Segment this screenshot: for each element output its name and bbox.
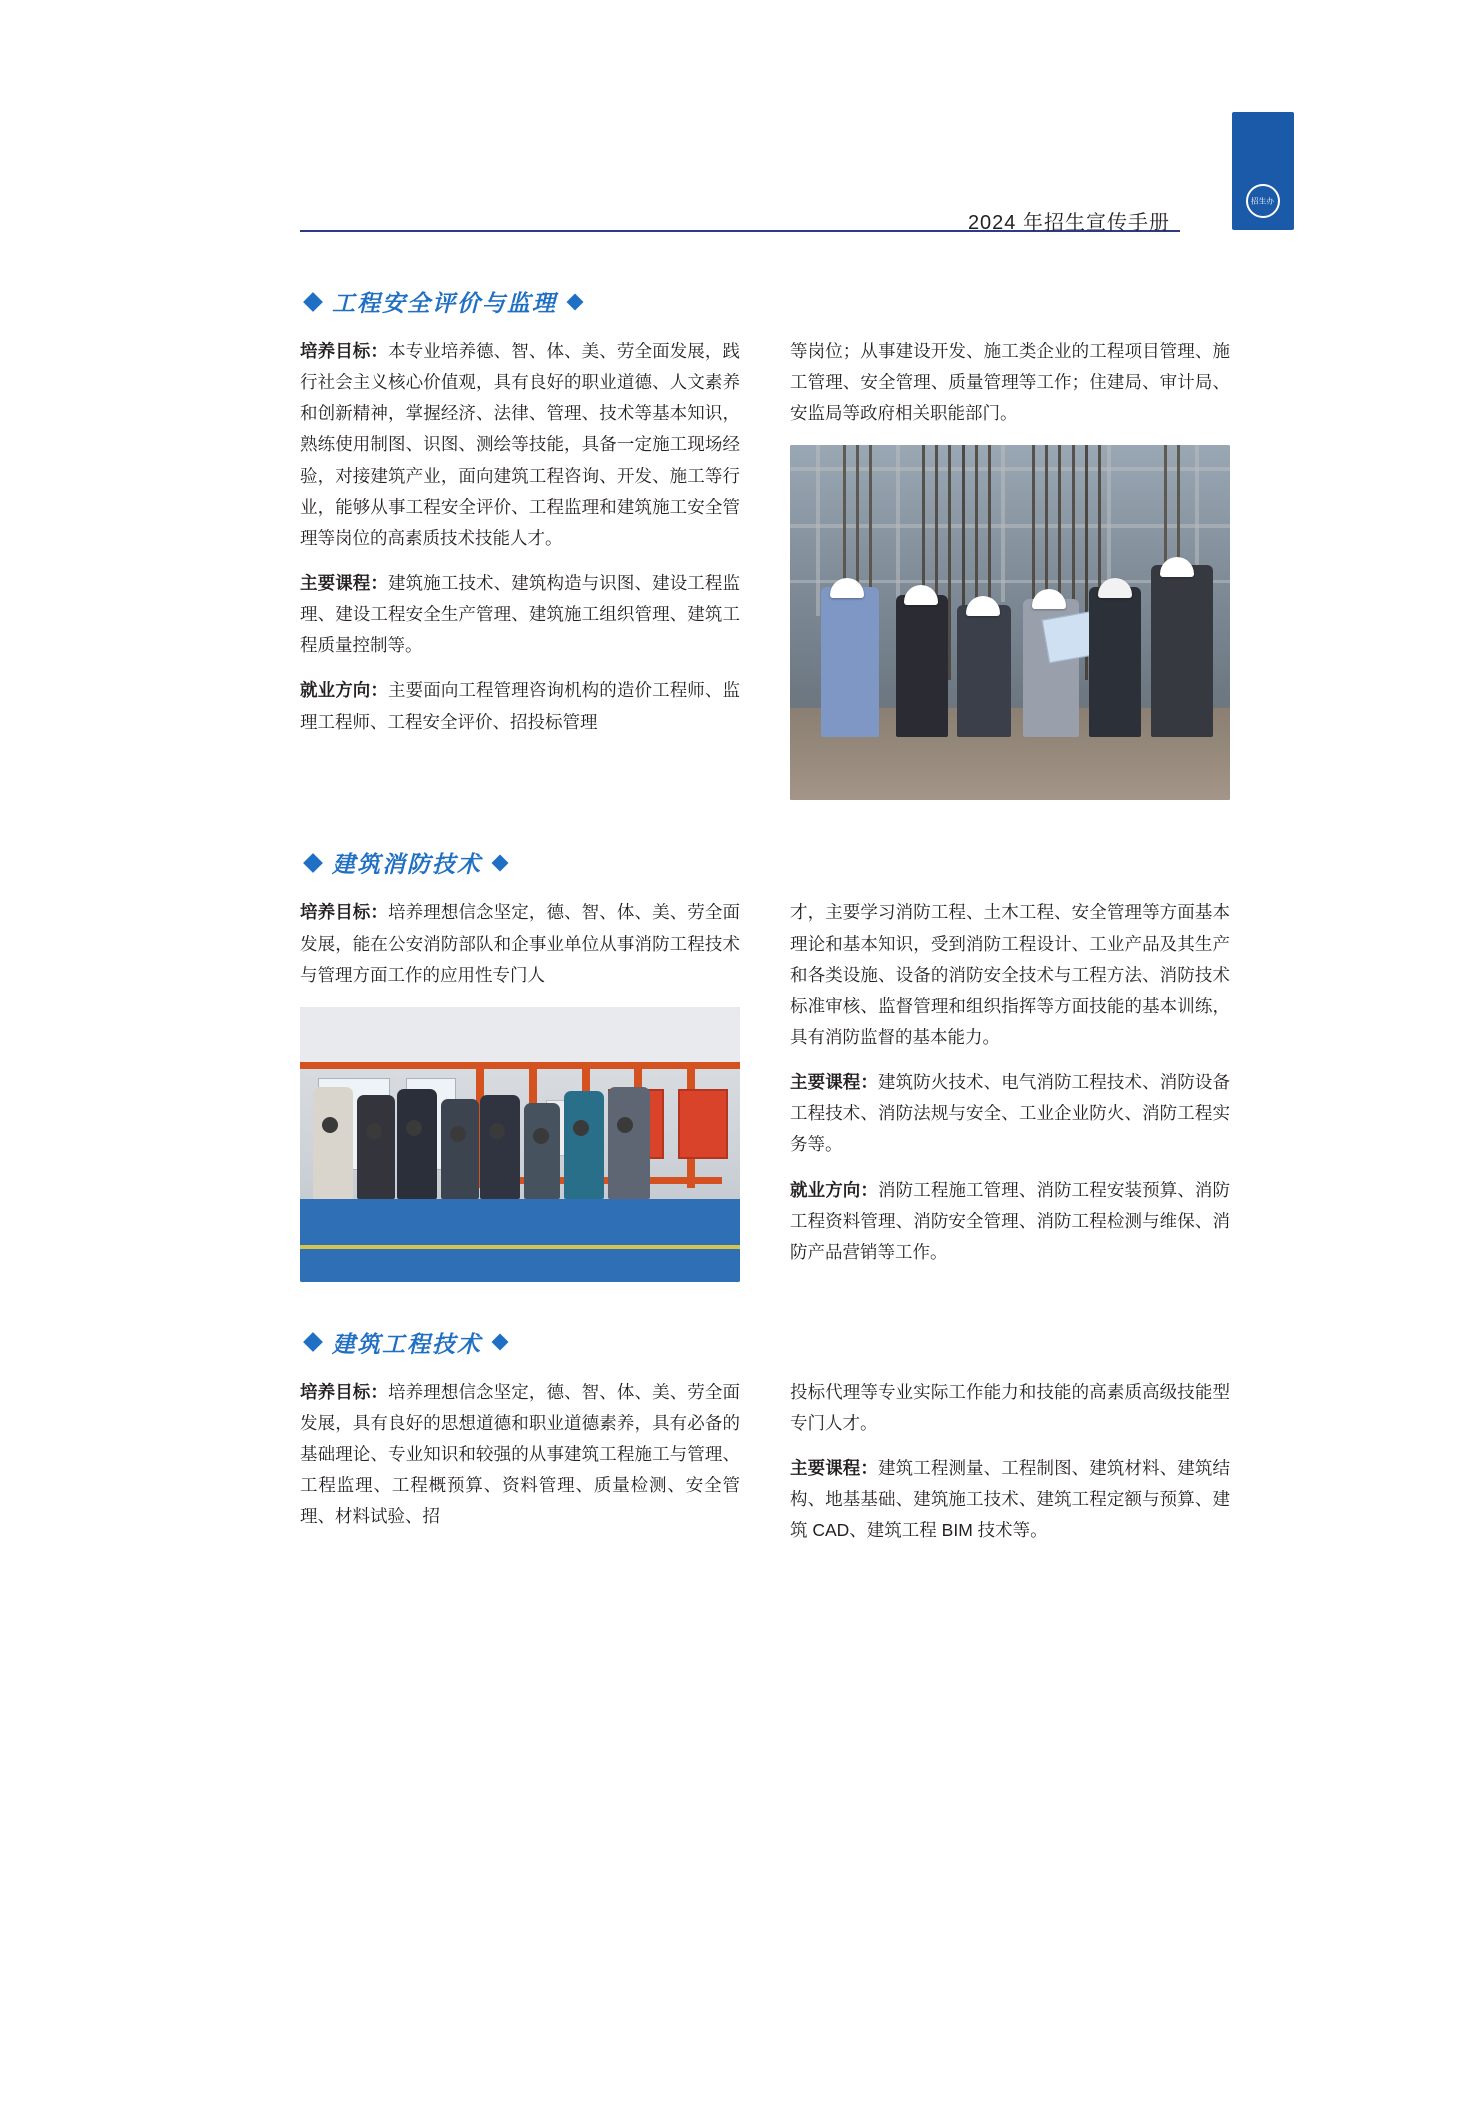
header-badge: [1232, 112, 1294, 230]
section-heading: [306, 1326, 1230, 1359]
diamond-bullet-icon: [492, 854, 509, 871]
paragraph-text: 等岗位；从事建设开发、施工类企业的工程项目管理、施工管理、安全管理、质量管理等工作；住建局、审计局、安监局等政府相关职能部门。: [790, 341, 1230, 424]
column-left: [300, 1377, 740, 1533]
diamond-bullet-icon: [303, 1332, 323, 1352]
paragraph-text: 建筑工程测量、工程制图、建筑材料、建筑结构、地基基础、建筑施工技术、建筑工程定额与预算、建筑 CAD、建筑工程 BIM 技术等。: [790, 1458, 1231, 1541]
paragraph-main-courses: [790, 1067, 1230, 1160]
construction-site-photo: [790, 445, 1230, 800]
diamond-bullet-icon: [567, 293, 584, 310]
paragraph-text: 建筑防火技术、电气消防工程技术、消防设备工程技术、消防法规与安全、工业企业防火、消防工程实务等。: [790, 1072, 1231, 1155]
paragraph-text: 消防工程施工管理、消防工程安装预算、消防工程资料管理、消防安全管理、消防工程检测与维保、消防产品营销等工作。: [790, 1179, 1231, 1262]
paragraph-training-goal: [300, 897, 740, 990]
paragraph-label: 培养目标：: [300, 902, 389, 923]
column-left: [300, 897, 740, 1281]
seal-icon: [1246, 184, 1280, 218]
paragraph-label: 主要课程：: [790, 1072, 879, 1093]
diamond-bullet-icon: [303, 292, 323, 312]
paragraph-main-courses: [300, 568, 740, 661]
section-engineering-safety: [300, 285, 1230, 800]
paragraph-label: 就业方向：: [790, 1179, 879, 1200]
column-left: [300, 336, 740, 738]
section-title: 建筑消防技术: [332, 851, 482, 878]
diamond-bullet-icon: [303, 853, 323, 873]
paragraph-training-goal-continued: [790, 1377, 1230, 1439]
paragraph-career-continued: [790, 336, 1230, 429]
paragraph-training-goal: [300, 1377, 740, 1533]
paragraph-label: 培养目标：: [300, 341, 389, 361]
paragraph-career-direction: [300, 675, 740, 737]
section-title: 建筑工程技术: [332, 1330, 482, 1357]
section-building-fire-technology: [300, 846, 1230, 1281]
paragraph-text: 主要面向工程管理咨询机构的造价工程师、监理工程师、工程安全评价、招投标管理: [300, 680, 741, 732]
section-building-engineering-technology: [300, 1326, 1230, 1547]
section-heading: [306, 285, 1230, 318]
paragraph-label: 主要课程：: [790, 1458, 879, 1479]
paragraph-training-goal: [300, 336, 740, 554]
seal-label: 招生办: [1251, 196, 1275, 205]
paragraph-text: 本专业培养德、智、体、美、劳全面发展，践行社会主义核心价值观，具有良好的职业道德、人文素养和创新精神，掌握经济、法律、管理、技术等基本知识，熟练使用制图、识图、测绘等技能，具备一定施工现场经验，对接建筑产业，面向建筑工程咨询、开发、施工等行业，能够从事工程安全评价、工程监理和建筑施工安全管理等岗位的高素质技术技能人才。: [300, 341, 741, 548]
paragraph-text: 投标代理等专业实际工作能力和技能的高素质高级技能型专门人才。: [790, 1381, 1230, 1433]
paragraph-label: 主要课程：: [300, 572, 389, 593]
fire-equipment-room-photo: [300, 1007, 740, 1282]
paragraph-label: 培养目标：: [300, 1381, 389, 1402]
diamond-bullet-icon: [492, 1334, 509, 1351]
header-title: 2024 年招生宣传手册: [967, 212, 1170, 234]
section-title: 工程安全评价与监理: [332, 290, 557, 316]
paragraph-text: 才，主要学习消防工程、土木工程、安全管理等方面基本理论和基本知识，受到消防工程设计、工业产品及其生产和各类设施、设备的消防安全技术与工程方法、消防技术标准审核、监督管理和组织指挥等方面技能的基本训练，具有消防监督的基本能力。: [790, 902, 1230, 1047]
paragraph-text: 培养理想信念坚定，德、智、体、美、劳全面发展，具有良好的思想道德和职业道德素养，具有必备的基础理论、专业知识和较强的从事建筑工程施工与管理、工程监理、工程概预算、资料管理、质量检测、安全管理、材料试验、招: [300, 1381, 741, 1527]
paragraph-training-goal-continued: [790, 897, 1230, 1053]
paragraph-label: 就业方向：: [300, 680, 389, 701]
paragraph-main-courses: [790, 1453, 1230, 1546]
page-content: [300, 285, 1230, 1577]
column-right: [790, 336, 1230, 800]
column-right: [790, 1377, 1230, 1547]
paragraph-text: 培养理想信念坚定，德、智、体、美、劳全面发展，能在公安消防部队和企事业单位从事消防工程技术与管理方面工作的应用性专门人: [300, 902, 741, 985]
section-heading: [306, 846, 1230, 879]
page-header: [300, 150, 1275, 260]
paragraph-text: 建筑施工技术、建筑构造与识图、建设工程监理、建设工程安全生产管理、建筑施工组织管理、建筑工程质量控制等。: [300, 572, 741, 656]
paragraph-career-direction: [790, 1175, 1230, 1268]
column-right: [790, 897, 1230, 1268]
